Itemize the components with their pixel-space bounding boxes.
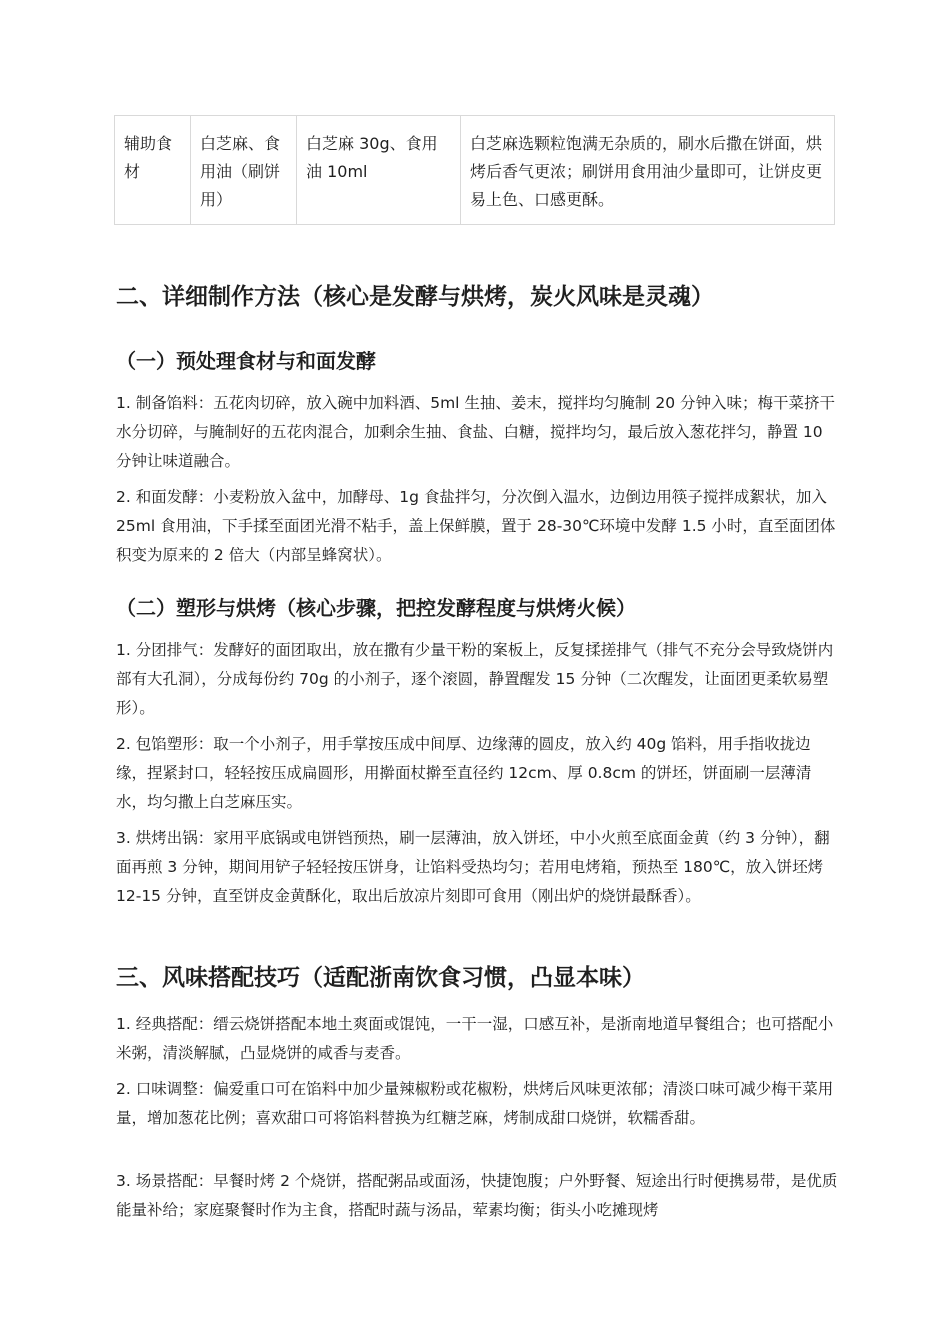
amount-cell: 白芝麻 30g、食用油 10ml: [297, 116, 461, 225]
subsection-2-heading: （二）塑形与烘烤（核心步骤，把控发酵程度与烘烤火候）: [116, 596, 636, 620]
tip-paragraph: 2. 口味调整：偏爱重口可在馅料中加少量辣椒粉或花椒粉，烘烤后风味更浓郁；清淡口味可减少梅干菜用量，增加葱花比例；喜欢甜口可将馅料替换为红糖芝麻，烤制成甜口烧饼，软糯香甜。: [116, 1080, 834, 1127]
step-paragraph: 1. 制备馅料：五花肉切碎，放入碗中加料酒、5ml 生抽、姜末，搅拌均匀腌制 20 分钟入味；梅干菜挤干水分切碎，与腌制好的五花肉混合，加剩余生抽、食盐、白糖，搅拌均匀，最后放入葱花拌匀，静置 10 分钟让味道融合。: [116, 394, 835, 470]
ingredient-cell: 白芝麻、食用油（刷饼用）: [191, 116, 297, 225]
tip-paragraph: 1. 经典搭配：缙云烧饼搭配本地土爽面或馄饨，一干一湿，口感互补，是浙南地道早餐组合；也可搭配小米粥，清淡解腻，凸显烧饼的咸香与麦香。: [116, 1015, 834, 1062]
table-row: [115, 116, 835, 225]
ingredients-table: [114, 115, 835, 225]
section-3-heading: 三、风味搭配技巧（适配浙南饮食习惯，凸显本味）: [116, 965, 645, 991]
tip-paragraph: 3. 场景搭配：早餐时烤 2 个烧饼，搭配粥品或面汤，快捷饱腹；户外野餐、短途出行时便携易带，是优质能量补给；家庭聚餐时作为主食，搭配时蔬与汤品，荤素均衡；街头小吃摊现烤: [116, 1172, 838, 1219]
category-cell: 辅助食材: [115, 116, 191, 225]
step-paragraph: 2. 包馅塑形：取一个小剂子，用手掌按压成中间厚、边缘薄的圆皮，放入约 40g 馅料，用手指收拢边缘，捏紧封口，轻轻按压成扁圆形，用擀面杖擀至直径约 12cm、厚 0.8cm 的饼坯，饼面刷一层薄清水，均匀撒上白芝麻压实。: [116, 735, 812, 811]
section-2-heading: 二、详细制作方法（核心是发酵与烘烤，炭火风味是灵魂）: [116, 284, 714, 310]
subsection-1-heading: （一）预处理食材与和面发酵: [116, 349, 376, 373]
step-paragraph: 3. 烘烤出锅：家用平底锅或电饼铛预热，刷一层薄油，放入饼坯，中小火煎至底面金黄（约 3 分钟），翻面再煎 3 分钟，期间用铲子轻轻按压饼身，让馅料受热均匀；若用电烤箱，预热至 180℃，放入饼坯烤 12-15 分钟，直至饼皮金黄酥化，取出后放凉片刻即可食用（刚出炉的烧饼最酥香）。: [116, 829, 830, 905]
step-paragraph: 2. 和面发酵：小麦粉放入盆中，加酵母、1g 食盐拌匀，分次倒入温水，边倒边用筷子搅拌成絮状，加入 25ml 食用油，下手揉至面团光滑不粘手，盖上保鲜膜，置于 28-30℃环境中发酵 1.5 小时，直至面团体积变为原来的 2 倍大（内部呈蜂窝状）。: [116, 488, 836, 564]
note-cell: 白芝麻选颗粒饱满无杂质的，刷水后撒在饼面，烘烤后香气更浓；刷饼用食用油少量即可，让饼皮更易上色、口感更酥。: [461, 116, 835, 225]
step-paragraph: 1. 分团排气：发酵好的面团取出，放在撒有少量干粉的案板上，反复揉搓排气（排气不充分会导致烧饼内部有大孔洞），分成每份约 70g 的小剂子，逐个滚圆，静置醒发 15 分钟（二次醒发，让面团更柔软易塑形）。: [116, 641, 834, 717]
